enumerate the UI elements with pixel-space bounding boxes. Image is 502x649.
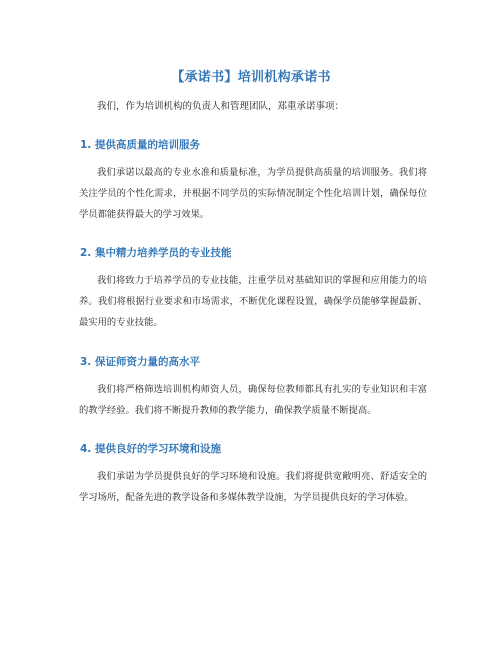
document-title: 【承诺书】培训机构承诺书 [171, 70, 331, 85]
section-heading-1: 1. 提供高质量的培训服务 [80, 139, 200, 151]
section-body-1: 我们承诺以最高的专业水准和质量标准，为学员提供高质量的培训服务。我们将关注学员的个性化需求，并根据不同学员的实际情况制定个性化培训计划，确保每位学员都能获得最大的学习效果。 [79, 167, 427, 220]
section-body-3: 我们将严格筛选培训机构师资人员，确保每位教师都具有扎实的专业知识和丰富的教学经验。我们将不断提升教师的教学能力，确保教学质量不断提高。 [79, 384, 427, 416]
section-body-2: 我们将致力于培养学员的专业技能，注重学员对基础知识的掌握和应用能力的培养。我们将根据行业要求和市场需求，不断优化课程设置，确保学员能够掌握最新、最实用的专业技能。 [79, 275, 427, 328]
section-heading-4: 4. 提供良好的学习环境和设施 [80, 443, 221, 455]
section-body-4: 我们承诺为学员提供良好的学习环境和设施。我们将提供宽敞明亮、舒适安全的学习场所，配备先进的教学设备和多媒体教学设施，为学员提供良好的学习体验。 [79, 471, 427, 503]
section-heading-3: 3. 保证师资力量的高水平 [80, 356, 200, 368]
section-heading-2: 2. 集中精力培养学员的专业技能 [80, 247, 232, 259]
intro-paragraph: 我们，作为培训机构的负责人和管理团队，郑重承诺事项： [97, 101, 345, 112]
